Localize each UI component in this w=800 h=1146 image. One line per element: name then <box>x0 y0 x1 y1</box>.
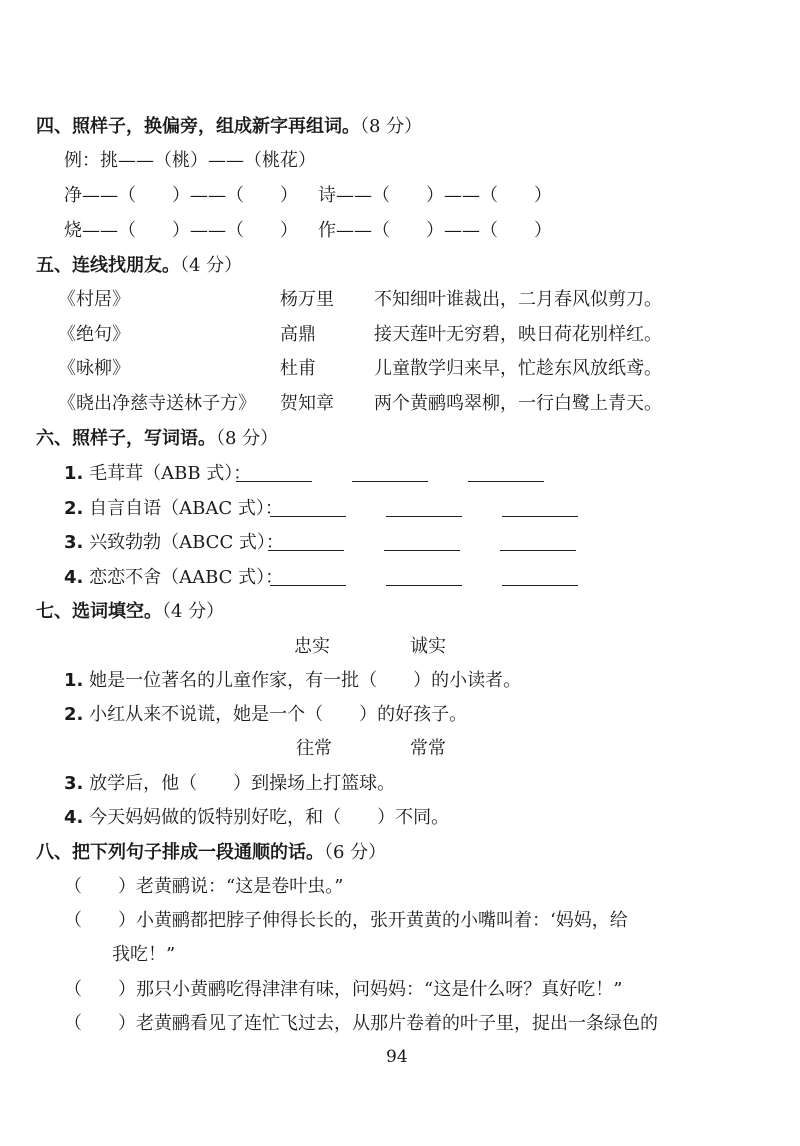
poem-line-2[interactable]: 接天莲叶无穷碧，映日荷花别样红。 <box>374 324 662 345</box>
order-sentence-1[interactable]: （ ）老黄鹂说：“这是卷叶虫。” <box>64 876 344 897</box>
section-8-points: （6 分） <box>324 842 387 863</box>
answer-blank[interactable] <box>386 498 462 517</box>
word-item-2: 2. 自言自语（ABAC 式）： <box>64 498 283 519</box>
poem-title-2[interactable]: 《绝句》 <box>58 324 130 345</box>
poem-line-1[interactable]: 不知细叶谁裁出，二月春风似剪刀。 <box>374 289 662 310</box>
order-number-box[interactable]: （ ） <box>64 979 136 1000</box>
answer-blank[interactable] <box>468 463 544 482</box>
fill-question-3[interactable]: 3. 放学后，他（ ）到操场上打篮球。 <box>64 773 396 794</box>
section-8-title: 八、把下列句子排成一段通顺的话。 <box>36 842 324 863</box>
word-choice-a2: 往常 <box>296 738 332 759</box>
word-choice-b2: 常常 <box>410 738 446 759</box>
word-item-4: 4. 恋恋不舍（AABC 式）： <box>64 567 284 588</box>
answer-blank[interactable] <box>384 532 460 551</box>
poet-4[interactable]: 贺知章 <box>280 393 334 414</box>
answer-blank[interactable] <box>386 567 462 586</box>
answer-blank[interactable] <box>500 532 576 551</box>
order-number-box[interactable]: （ ） <box>64 910 136 931</box>
poet-1[interactable]: 杨万里 <box>280 289 334 310</box>
poem-title-1[interactable]: 《村居》 <box>58 289 130 310</box>
answer-blank[interactable] <box>352 463 428 482</box>
section-4-heading <box>36 114 422 140</box>
word-choice-b1: 诚实 <box>410 636 446 657</box>
order-sentence-2[interactable]: （ ）小黄鹂都把脖子伸得长长的，张开黄黄的小嘴叫着：‘妈妈，给 <box>64 910 628 931</box>
section-4-row-1-right[interactable]: 诗——（ ）——（ ） <box>318 185 552 206</box>
answer-blank[interactable] <box>270 498 346 517</box>
poem-line-3[interactable]: 儿童散学归来早，忙趁东风放纸鸢。 <box>374 358 662 379</box>
answer-blank[interactable] <box>270 567 346 586</box>
answer-blank[interactable] <box>236 463 312 482</box>
order-sentence-3[interactable]: （ ）那只小黄鹂吃得津津有味，问妈妈：“这是什么呀？真好吃！” <box>64 979 623 1000</box>
section-4-row-2-left[interactable]: 烧——（ ）——（ ） <box>64 220 298 241</box>
answer-blank[interactable] <box>502 567 578 586</box>
word-item-1: 1. 毛茸茸（ABB 式）： <box>64 463 252 484</box>
fill-question-2[interactable]: 2. 小红从来不说谎，她是一个（ ）的好孩子。 <box>64 704 468 725</box>
poem-title-4[interactable]: 《晓出净慈寺送林子方》 <box>58 393 256 414</box>
order-sentence-4[interactable]: （ ）老黄鹂看见了连忙飞过去，从那片卷着的叶子里，捉出一条绿色的 <box>64 1013 658 1034</box>
order-number-box[interactable]: （ ） <box>64 1013 136 1034</box>
section-4-example: 例：挑——（桃）——（桃花） <box>64 150 316 171</box>
poem-line-4[interactable]: 两个黄鹂鸣翠柳，一行白鹭上青天。 <box>374 393 662 414</box>
order-number-box[interactable]: （ ） <box>64 876 136 897</box>
section-8-heading <box>36 840 386 866</box>
section-6-points: （8 分） <box>216 428 279 449</box>
word-choice-a1: 忠实 <box>294 636 330 657</box>
section-4-title: 四、照样子，换偏旁，组成新字再组词。 <box>36 116 360 137</box>
poet-3[interactable]: 杜甫 <box>280 358 316 379</box>
section-4-points: （8 分） <box>360 116 423 137</box>
fill-question-1[interactable]: 1. 她是一位著名的儿童作家，有一批（ ）的小读者。 <box>64 670 522 691</box>
section-6-title: 六、照样子，写词语。 <box>36 428 216 449</box>
section-5-points: （4 分） <box>180 255 243 276</box>
answer-blank[interactable] <box>268 532 344 551</box>
word-item-3: 3. 兴致勃勃（ABCC 式）： <box>64 532 284 553</box>
poet-2[interactable]: 高鼎 <box>280 324 316 345</box>
section-7-points: （4 分） <box>162 601 225 622</box>
section-4-row-1-left[interactable]: 净——（ ）——（ ） <box>64 185 298 206</box>
section-5-heading <box>36 253 242 279</box>
section-6-heading <box>36 426 278 452</box>
order-sentence-2-continued: 我吃！” <box>112 944 176 965</box>
section-4-row-2-right[interactable]: 作——（ ）——（ ） <box>318 220 552 241</box>
answer-blank[interactable] <box>502 498 578 517</box>
page-number: 94 <box>386 1047 408 1067</box>
section-7-heading <box>36 599 224 625</box>
section-5-title: 五、连线找朋友。 <box>36 255 180 276</box>
poem-title-3[interactable]: 《咏柳》 <box>58 358 130 379</box>
section-7-title: 七、选词填空。 <box>36 601 162 622</box>
fill-question-4[interactable]: 4. 今天妈妈做的饭特别好吃，和（ ）不同。 <box>64 807 450 828</box>
